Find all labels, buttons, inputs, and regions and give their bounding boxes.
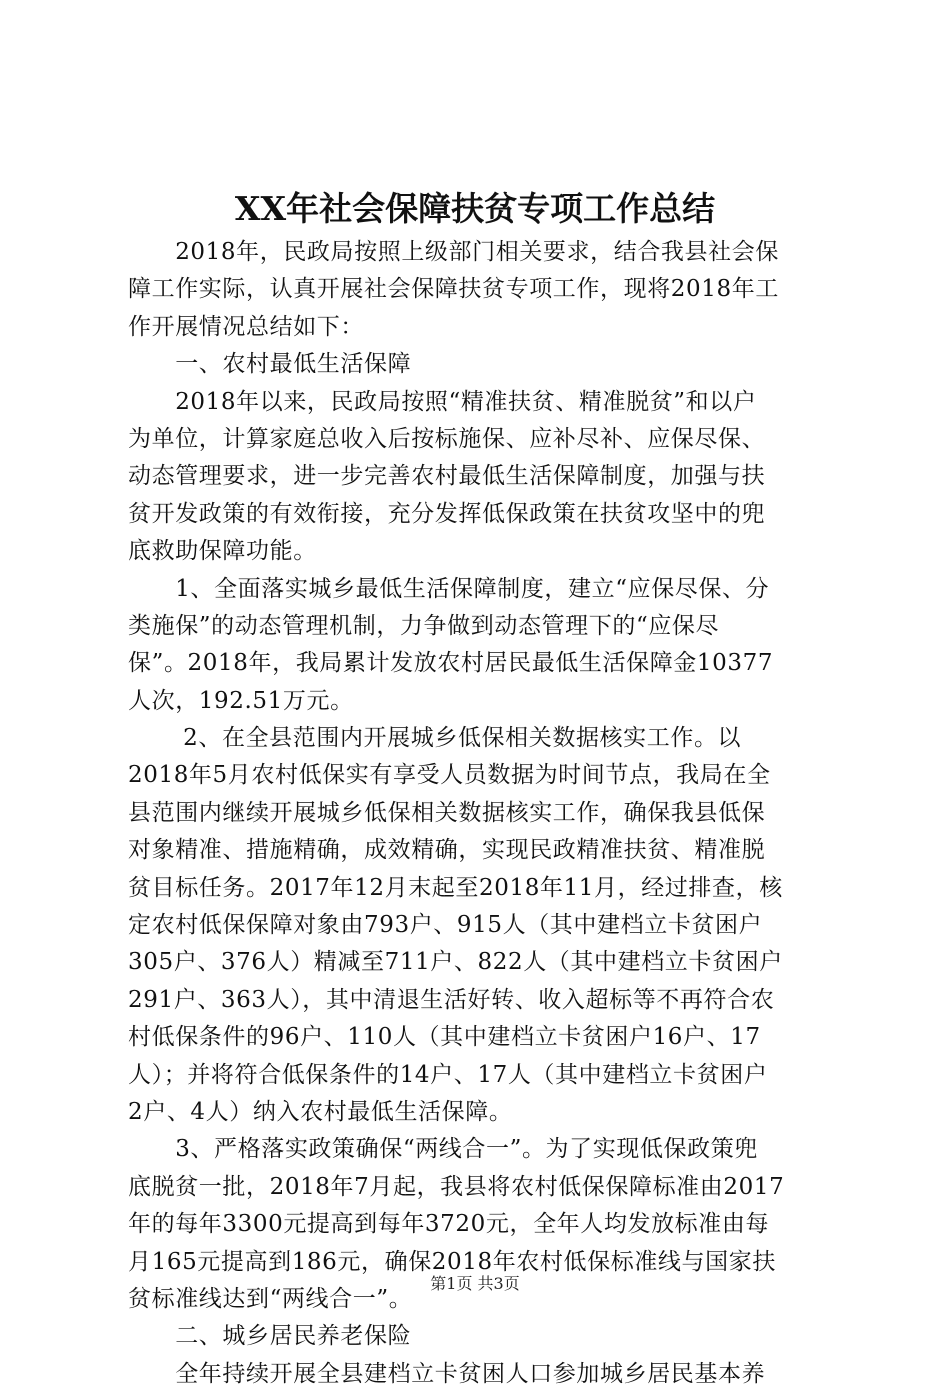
body-text-line: 全年持续开展全县建档立卡贫困人口参加城乡居民基本养 (128, 1360, 766, 1387)
body-text-line: 305户、376人）精减至711户、822人（其中建档立卡贫困户 (128, 949, 783, 976)
body-text-line: 2018年5月农村低保实有享受人员数据为时间节点，我局在全 (128, 762, 771, 789)
body-text-line: 2018年以来，民政局按照“精准扶贫、精准脱贫”和以户 (128, 388, 757, 415)
body-text-line: 3、严格落实政策确保“两线合一”。为了实现低保政策兜 (128, 1136, 758, 1163)
body-text-line: 贫目标任务。2017年12月末起至2018年11月，经过排查，核 (128, 874, 783, 901)
body-text-line: 2018年，民政局按照上级部门相关要求，结合我县社会保 (128, 239, 779, 265)
body-text-line: 291户、363人），其中清退生活好转、收入超标等不再符合农 (128, 986, 775, 1013)
document-title: XX年社会保障扶贫专项工作总结 (234, 189, 716, 228)
body-text-line: 1、全面落实城乡最低生活保障制度，建立“应保尽保、分 (128, 575, 770, 602)
document-body (128, 234, 834, 1393)
body-text-line: 为单位，计算家庭总收入后按标施保、应补尽补、应保尽保、 (128, 425, 766, 452)
page-footer: 第1页 共3页 (430, 1274, 520, 1293)
body-text-line: 动态管理要求，进一步完善农村最低生活保障制度，加强与扶 (128, 463, 766, 490)
body-text-line: 底救助保障功能。 (128, 538, 317, 565)
body-text-line: 贫开发政策的有效衔接，充分发挥低保政策在扶贫攻坚中的兜 (128, 500, 766, 527)
body-text-line: 年的每年3300元提高到每年3720元，全年人均发放标准由每 (128, 1211, 770, 1238)
body-text-line: 二、城乡居民养老保险 (128, 1323, 412, 1350)
body-text-line: 对象精准、措施精确，成效精确，实现民政精准扶贫、精准脱 (128, 837, 766, 864)
body-text-line: 月165元提高到186元，确保2018年农村低保标准线与国家扶 (128, 1248, 776, 1275)
body-text-line: 2户、4人）纳入农村最低生活保障。 (128, 1098, 513, 1125)
body-text-line: 定农村低保保障对象由793户、915人（其中建档立卡贫困户 (128, 912, 763, 939)
body-text-line: 2、在全县范围内开展城乡低保相关数据核实工作。以 (128, 725, 742, 752)
body-text-line: 作开展情况总结如下： (128, 313, 364, 340)
body-text-line: 保”。2018年，我局累计发放农村居民最低生活保障金10377 (128, 650, 774, 677)
body-text-line: 底脱贫一批，2018年7月起，我县将农村低保保障标准由2017 (128, 1173, 785, 1200)
body-text-line: 贫标准线达到“两线合一”。 (128, 1285, 413, 1312)
body-text-line: 一、农村最低生活保障 (128, 351, 412, 378)
body-text-line: 村低保条件的96户、110人（其中建档立卡贫困户16户、17 (128, 1024, 761, 1051)
body-text-line: 县范围内继续开展城乡低保相关数据核实工作，确保我县低保 (128, 799, 766, 826)
body-text-line: 人）；并将符合低保条件的14户、17人（其中建档立卡贫困户 (128, 1061, 768, 1088)
body-text-line: 类施保”的动态管理机制，力争做到动态管理下的“应保尽 (128, 612, 720, 639)
body-text-line: 人次，192.51万元。 (128, 687, 354, 714)
body-text-line: 障工作实际，认真开展社会保障扶贫专项工作，现将2018年工 (128, 276, 779, 303)
